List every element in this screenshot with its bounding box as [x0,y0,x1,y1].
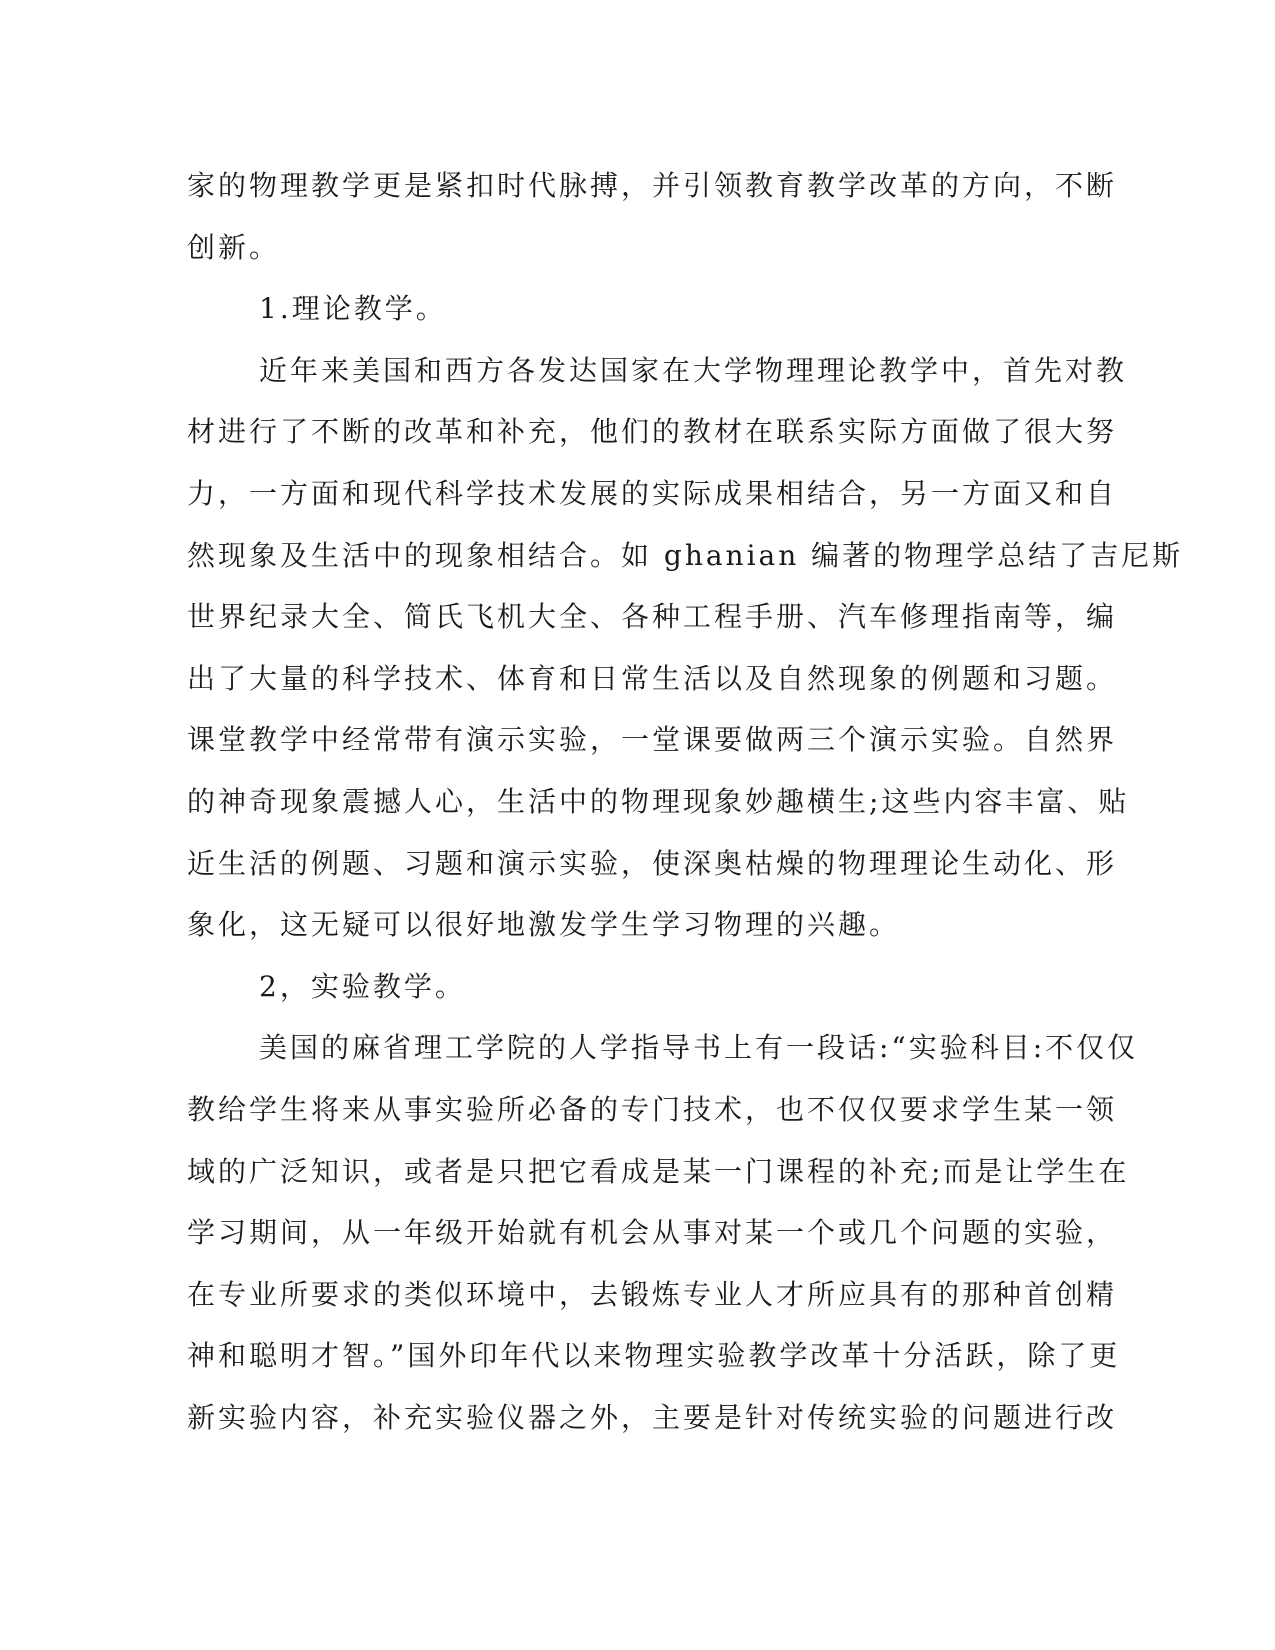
text-line: 学习期间，从一年级开始就有机会从事对某一个或几个问题的实验， [187,1216,1118,1250]
text-line: 课堂教学中经常带有演示实验，一堂课要做两三个演示实验。自然界 [187,723,1118,757]
text-line: 1.理论教学。 [259,292,447,326]
text-line: 材进行了不断的改革和补充，他们的教材在联系实际方面做了很大努 [187,415,1118,449]
text-line: 出了大量的科学技术、体育和日常生活以及自然现象的例题和习题。 [187,661,1118,695]
text-line: 近年来美国和西方各发达国家在大学物理理论教学中，首先对教 [259,353,1128,387]
text-line: 域的广泛知识，或者是只把它看成是某一门课程的补充;而是让学生在 [187,1154,1130,1188]
text-line: 近生活的例题、习题和演示实验，使深奥枯燥的物理理论生动化、形 [187,846,1118,880]
text-line: 在专业所要求的类似环境中，去锻炼专业人才所应具有的那种首创精 [187,1277,1118,1311]
text-line: 象化，这无疑可以很好地激发学生学习物理的兴趣。 [187,908,901,942]
text-line: 家的物理教学更是紧扣时代脉搏，并引领教育教学改革的方向，不断 [187,169,1118,202]
text-line: 的神奇现象震撼人心，生活中的物理现象妙趣横生;这些内容丰富、贴 [187,784,1130,818]
text-line: 然现象及生活中的现象相结合。如 ghanian 编著的物理学总结了吉尼斯 [187,538,1184,572]
text-line: 教给学生将来从事实验所必备的专门技术，也不仅仅要求学生某一领 [187,1092,1118,1126]
document-body [187,155,1184,1448]
text-line: 神和聪明才智。”国外印年代以来物理实验教学改革十分活跃，除了更 [187,1339,1121,1373]
text-line: 创新。 [187,230,281,264]
text-line: 美国的麻省理工学院的人学指导书上有一段话:“实验科目:不仅仅 [259,1031,1139,1065]
text-line: 力，一方面和现代科学技术发展的实际成果相结合，另一方面又和自 [187,476,1118,510]
text-line: 世界纪录大全、简氏飞机大全、各种工程手册、汽车修理指南等，编 [187,600,1118,634]
text-line: 2，实验教学。 [259,969,466,1003]
text-line: 新实验内容，补充实验仪器之外，主要是针对传统实验的问题进行改 [187,1400,1118,1434]
